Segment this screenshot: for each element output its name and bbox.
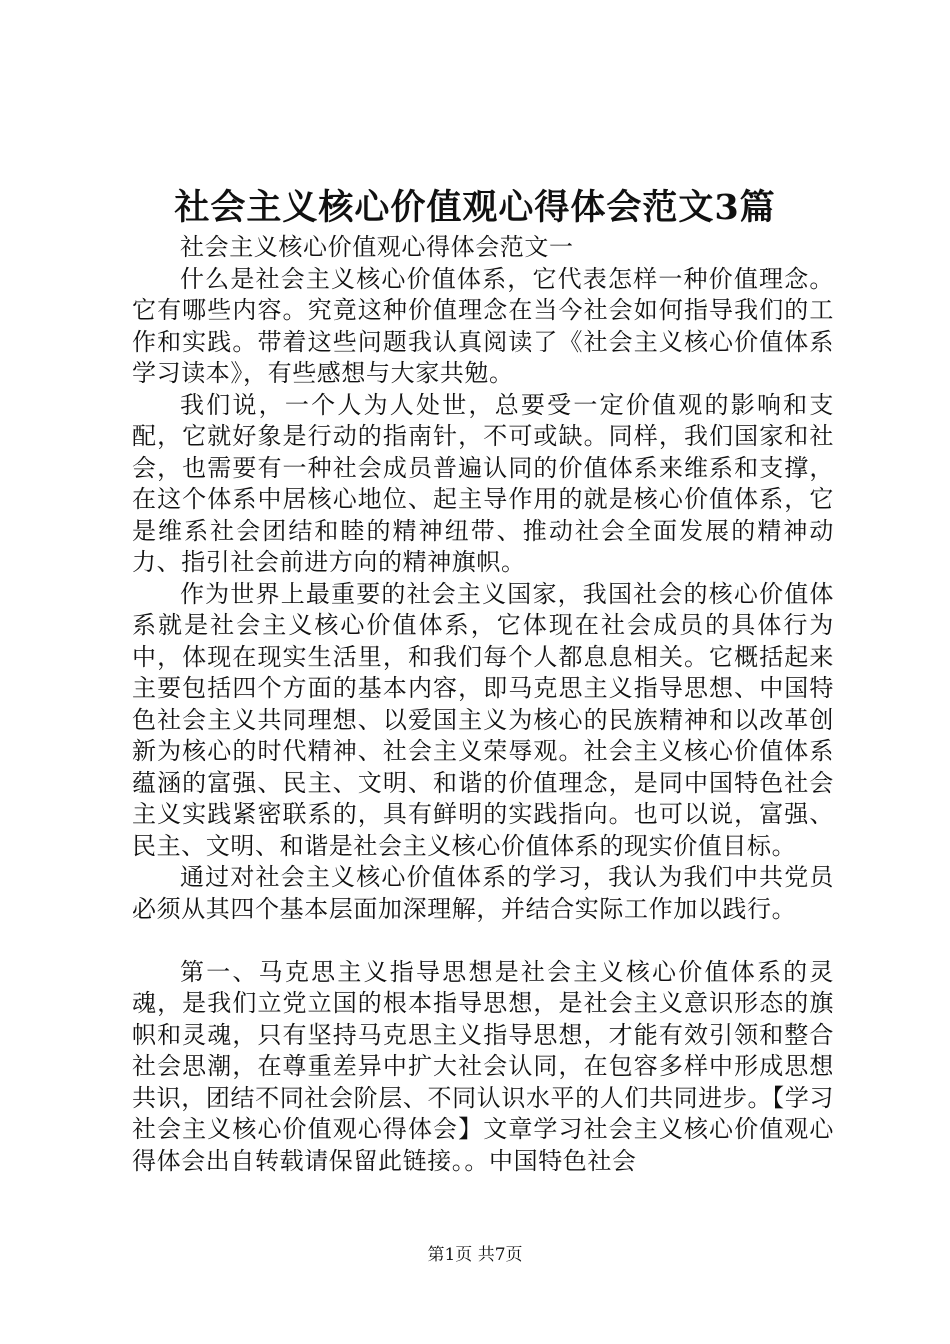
- paragraph: 第一、马克思主义指导思想是社会主义核心价值体系的灵魂，是我们立党立国的根本指导思想，是社会主义意识形态的旗帜和灵魂，只有坚持马克思主义指导思想，才能有效引领和整合社会思潮，在尊重差异中扩大社会认同，在包容多样中形成思想共识，团结不同社会阶层、不同认识水平的人们共同进步。【学习社会主义核心价值观心得体会】文章学习社会主义核心价值观心得体会出自转载请保留此链接。。中国特色社会: [132, 957, 834, 1175]
- section-subtitle: 社会主义核心价值观心得体会范文一: [180, 233, 574, 261]
- paragraph-gap: [132, 925, 834, 957]
- paragraph: 作为世界上最重要的社会主义国家，我国社会的核心价值体系就是社会主义核心价值体系，它体现在社会成员的具体行为中，体现在现实生活里，和我们每个人都息息相关。它概括起来主要包括四个方面的基本内容，即马克思主义指导思想、中国特色社会主义共同理想、以爱国主义为核心的民族精神和以改革创新为核心的时代精神、社会主义荣辱观。社会主义核心价值体系蕴涵的富强、民主、文明、和谐的价值理念，是同中国特色社会主义实践紧密联系的，具有鲜明的实践指向。也可以说，富强、民主、文明、和谐是社会主义核心价值体系的现实价值目标。: [132, 579, 834, 860]
- paragraph: 我们说，一个人为人处世，总要受一定价值观的影响和支配，它就好象是行动的指南针，不可或缺。同样，我们国家和社会，也需要有一种社会成员普遍认同的价值体系来维系和支撑，在这个体系中居核心地位、起主导作用的就是核心价值体系，它是维系社会团结和睦的精神纽带、推动社会全面发展的精神动力、指引社会前进方向的精神旗帜。: [132, 390, 834, 576]
- paragraph: 什么是社会主义核心价值体系，它代表怎样一种价值理念。它有哪些内容。究竟这种价值理念在当今社会如何指导我们的工作和实践。带着这些问题我认真阅读了《社会主义核心价值体系学习读本》，有些感想与大家共勉。: [132, 264, 834, 387]
- page-number-footer: 第1页 共7页: [427, 1245, 523, 1265]
- page-title: 社会主义核心价值观心得体会范文3篇: [174, 187, 776, 228]
- paragraph: 通过对社会主义核心价值体系的学习，我认为我们中共党员必须从其四个基本层面加深理解，并结合实际工作加以践行。: [132, 863, 834, 923]
- document-body: [132, 232, 834, 1177]
